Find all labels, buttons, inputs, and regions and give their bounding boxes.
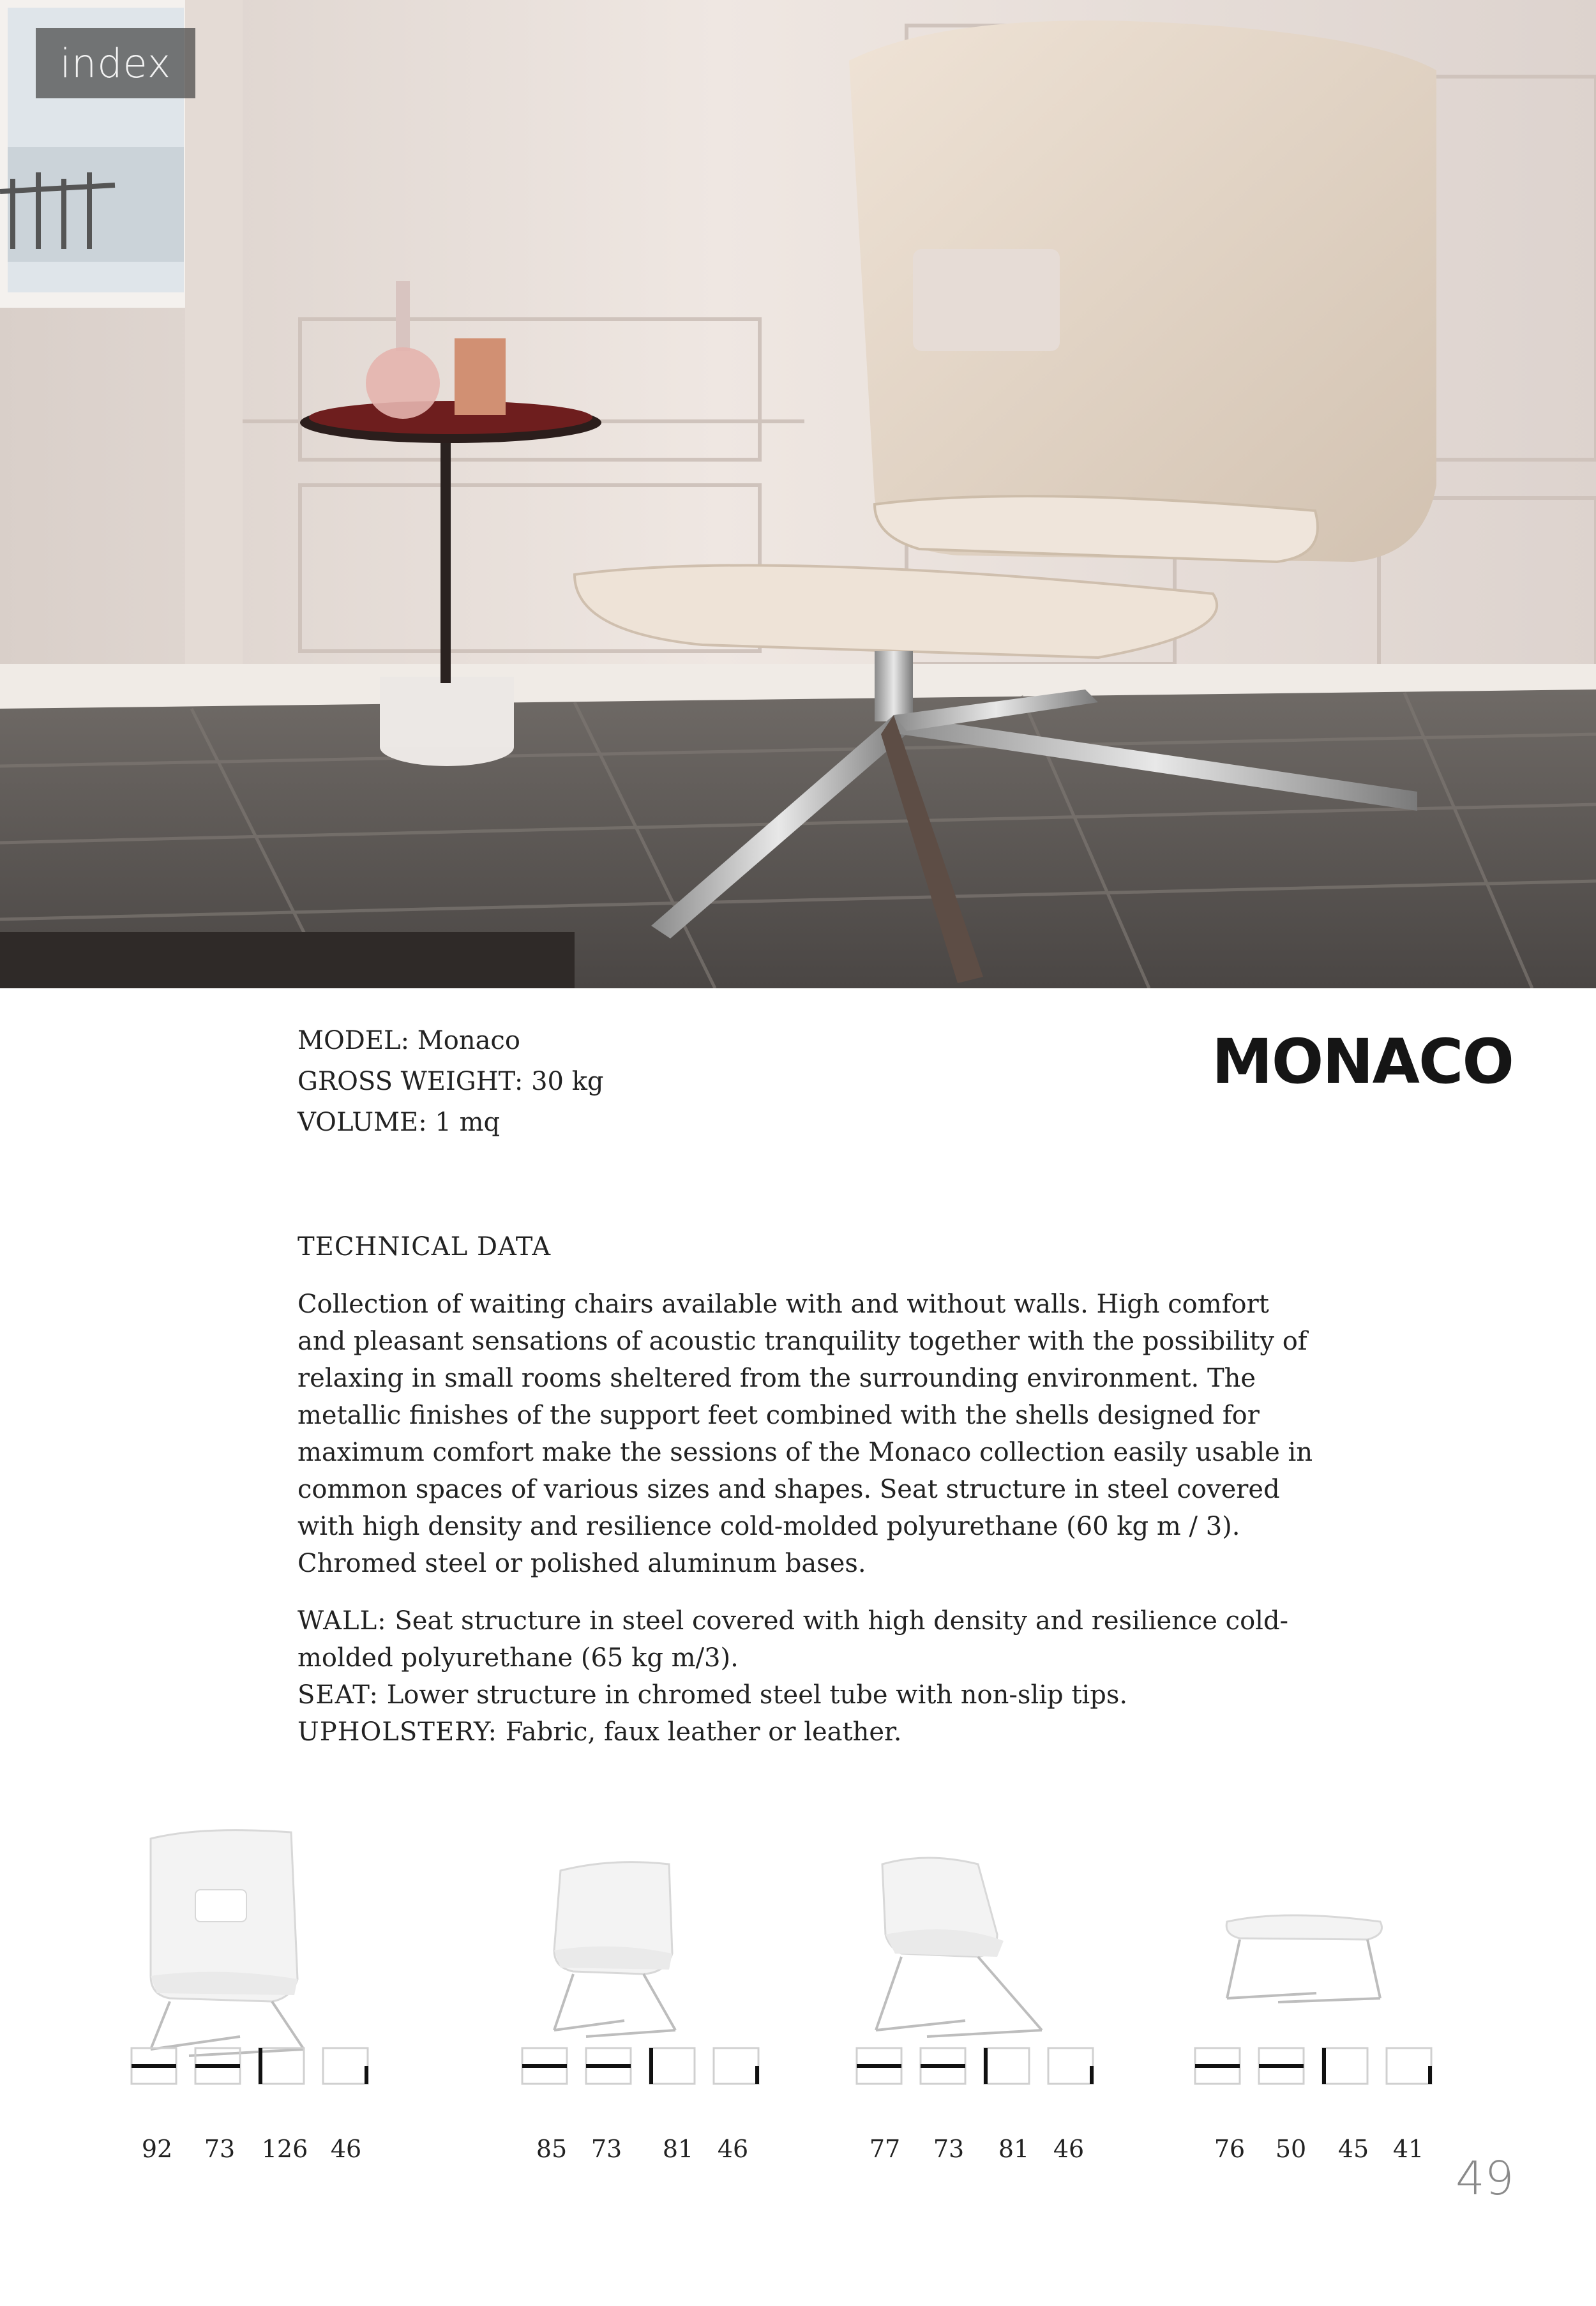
dim-width: 85 bbox=[536, 2135, 568, 2163]
index-button[interactable]: index bbox=[36, 28, 195, 98]
gross-weight-line: GROSS WEIGHT: 30 kg bbox=[297, 1067, 604, 1096]
dim-depth: 50 bbox=[1275, 2135, 1307, 2163]
spec-block bbox=[297, 1020, 604, 1143]
wall-text: Seat structure in steel covered with high density and resilience cold-molded polyurethane (65 kg m/3). bbox=[297, 1606, 1289, 1673]
dim-width: 77 bbox=[869, 2135, 901, 2163]
dim-height: 81 bbox=[998, 2135, 1030, 2163]
dim-depth: 73 bbox=[591, 2135, 622, 2163]
dimension-values bbox=[125, 2135, 400, 2173]
dimension-values bbox=[1189, 2135, 1463, 2173]
seat-label: SEAT: bbox=[297, 1680, 379, 1710]
technical-details bbox=[297, 1602, 1319, 1751]
dimension-values bbox=[850, 2135, 1125, 2173]
seat-detail bbox=[297, 1677, 1319, 1714]
dim-height: 81 bbox=[662, 2135, 694, 2163]
dimension-icons bbox=[516, 2043, 790, 2088]
model-line: MODEL: Monaco bbox=[297, 1026, 520, 1055]
variant-lounge-chair bbox=[850, 1826, 1125, 2183]
technical-description: Collection of waiting chairs available with and without walls. High comfort and pleasant sensations of acoustic tranquility together with the possibility of relaxing in small rooms sheltered from the surrounding environment. The metallic finishes of the support feet combined with the shells designed for maximum comfort make the sessions of the Monaco collection easily usable in common spaces of various sizes and shapes. Seat structure in steel covered with high density and resilience cold-molded polyurethane (60 kg m / 3). Chromed steel or polished aluminum bases. bbox=[297, 1290, 1313, 1578]
wall-detail bbox=[297, 1602, 1319, 1677]
page-number: 49 bbox=[1456, 2152, 1514, 2205]
dim-height: 126 bbox=[261, 2135, 308, 2163]
variant-footstool bbox=[1189, 1826, 1463, 2183]
dimension-icons bbox=[1189, 2043, 1463, 2088]
wall-label: WALL: bbox=[297, 1606, 387, 1636]
technical-data-heading: TECHNICAL DATA bbox=[297, 1232, 552, 1262]
dim-depth: 73 bbox=[204, 2135, 236, 2163]
dim-width: 76 bbox=[1214, 2135, 1246, 2163]
seat-text: Lower structure in chromed steel tube with non-slip tips. bbox=[379, 1680, 1128, 1710]
variant-high-back-armchair bbox=[125, 1826, 400, 2183]
upholstery-text: Fabric, faux leather or leather. bbox=[497, 1717, 902, 1747]
footstool-illustration bbox=[1189, 1826, 1463, 2069]
volume-line: VOLUME: 1 mq bbox=[297, 1108, 501, 1137]
upholstery-detail bbox=[297, 1714, 1319, 1751]
dimension-values bbox=[516, 2135, 790, 2173]
dim-seat-height: 46 bbox=[717, 2135, 749, 2163]
dim-width: 92 bbox=[141, 2135, 173, 2163]
dim-depth: 73 bbox=[933, 2135, 965, 2163]
product-title: MONACO bbox=[1212, 1026, 1513, 1097]
dimension-icons bbox=[125, 2043, 400, 2088]
dimension-icons bbox=[850, 2043, 1125, 2088]
high-back-armchair-illustration bbox=[125, 1826, 400, 2069]
upholstery-label: UPHOLSTERY: bbox=[297, 1717, 497, 1747]
room-scene-illustration bbox=[0, 0, 1596, 988]
dim-seat-height: 46 bbox=[330, 2135, 362, 2163]
lounge-chair-illustration bbox=[850, 1826, 1125, 2069]
variant-armchair bbox=[516, 1826, 790, 2183]
hero-photo bbox=[0, 0, 1596, 988]
armchair-illustration bbox=[516, 1826, 790, 2069]
dim-seat-height: 41 bbox=[1392, 2135, 1424, 2163]
dim-height: 45 bbox=[1337, 2135, 1369, 2163]
dim-seat-height: 46 bbox=[1053, 2135, 1085, 2163]
